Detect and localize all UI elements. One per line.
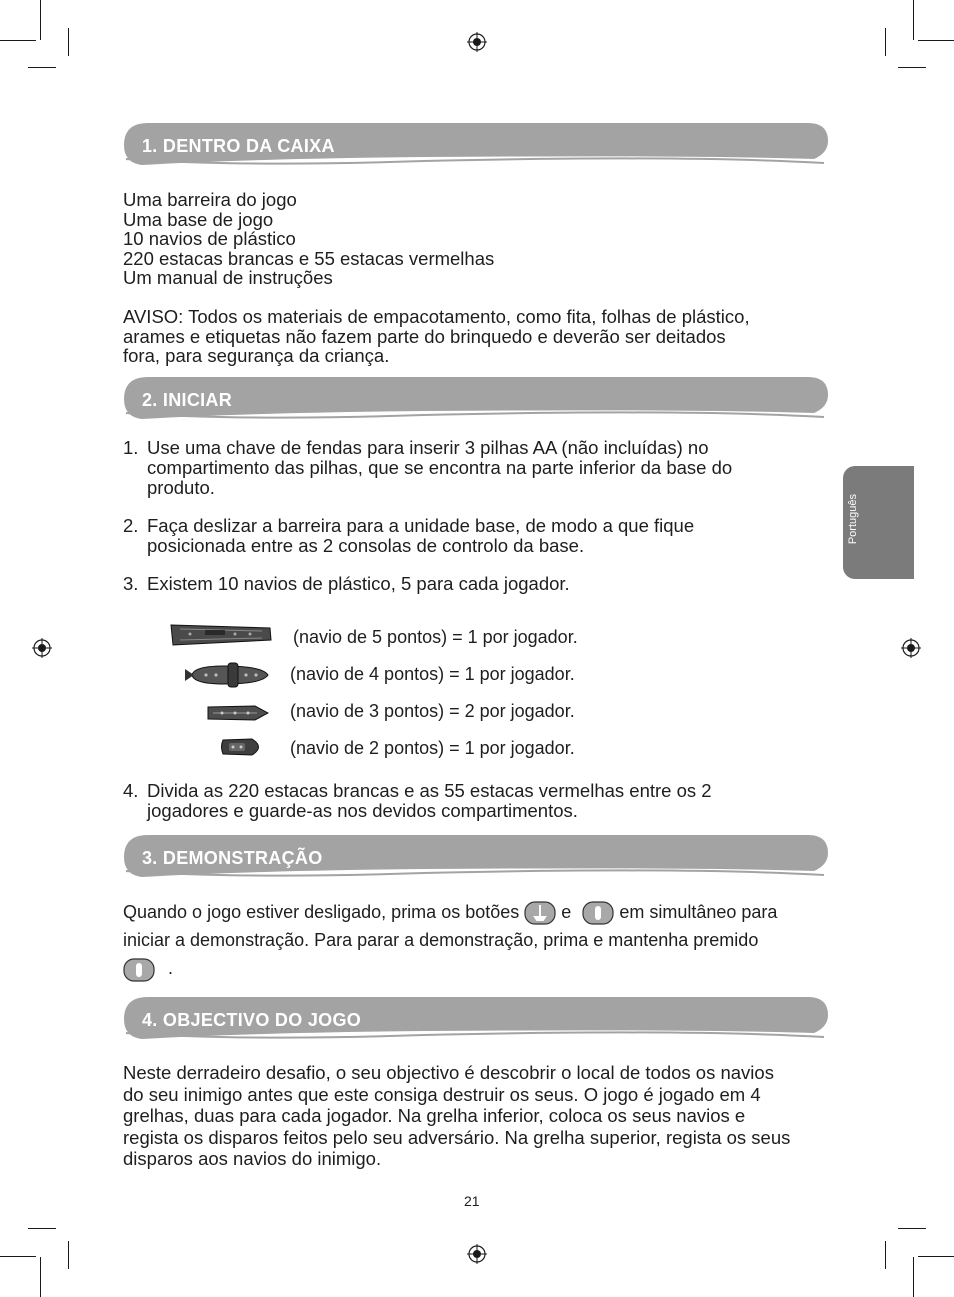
list-item: Um manual de instruções — [123, 267, 333, 288]
text-line: do seu inimigo antes que este consiga destruir os seus. O jogo é jogado em 4 — [123, 1083, 761, 1105]
text-segment: e — [561, 902, 572, 922]
demo-paragraph — [123, 899, 843, 982]
text-line: jogadores e guarde-as nos devidos compartimentos. — [147, 800, 578, 821]
registration-mark-icon — [467, 1244, 487, 1264]
step-number: 3. — [123, 573, 139, 594]
step-number: 1. — [123, 437, 139, 458]
crop-mark — [913, 0, 914, 40]
destroyer-icon — [207, 702, 269, 724]
patrol-boat-icon — [220, 736, 266, 758]
text-line: disparos aos navios do inimigo. — [123, 1148, 382, 1169]
ship-description: (navio de 5 pontos) = 1 por jogador. — [293, 627, 578, 647]
text-line: Divida as 220 estacas brancas e as 55 estacas vermelhas entre os 2 — [147, 780, 712, 801]
text-line: regista os disparos feitos pelo seu adversário. Na grelha superior, regista os seus — [123, 1126, 791, 1148]
list-item: 10 navios de plástico — [123, 228, 296, 249]
list-item: Uma base de jogo — [123, 208, 274, 230]
ship-button-icon — [524, 901, 556, 925]
page-number: 21 — [464, 1193, 480, 1209]
section-title: 4. OBJECTIVO DO JOGO — [142, 1010, 362, 1030]
step-number: 2. — [123, 515, 139, 536]
section-header-2 — [124, 377, 828, 429]
box-contents-list — [123, 190, 494, 288]
crop-mark — [28, 67, 56, 68]
text-line: Existem 10 navios de plástico, 5 para cada jogador. — [147, 573, 570, 594]
text-line: produto. — [147, 477, 215, 498]
ship-description: (navio de 3 pontos) = 2 por jogador. — [290, 701, 575, 721]
text-line: iniciar a demonstração. Para parar a demonstração, prima e mantenha premido — [123, 930, 759, 951]
text-line: compartimento das pilhas, que se encontra na parte inferior da base do — [147, 457, 733, 478]
crop-mark — [885, 1241, 886, 1269]
text-line: Faça deslizar a barreira para a unidade base, de modo a que fique — [147, 515, 695, 536]
warning-text — [123, 307, 750, 366]
crop-mark — [28, 1228, 56, 1229]
crop-mark — [68, 28, 69, 56]
fire-button-icon — [123, 958, 155, 982]
crop-mark — [40, 1257, 41, 1297]
section-header-3 — [124, 835, 828, 887]
text-line: arames e etiquetas não fazem parte do brinquedo e deverão ser deitados — [123, 325, 726, 347]
section-title: 2. INICIAR — [142, 390, 233, 410]
section-header-4 — [124, 997, 828, 1049]
aircraft-carrier-icon — [170, 622, 272, 648]
crop-mark — [918, 40, 954, 41]
text-line: grelhas, duas para cada jogador. Na grelha inferior, coloca os seus navios e — [123, 1105, 746, 1126]
text-line: fora, para segurança da criança. — [123, 345, 390, 366]
crop-mark — [0, 40, 36, 41]
crop-mark — [40, 0, 41, 40]
crop-mark — [918, 1256, 954, 1257]
crop-mark — [898, 1228, 926, 1229]
registration-mark-icon — [32, 638, 52, 658]
registration-mark-icon — [901, 638, 921, 658]
ship-description: (navio de 2 pontos) = 1 por jogador. — [290, 738, 575, 758]
list-item: 220 estacas brancas e 55 estacas vermelhas — [123, 247, 495, 269]
language-tab-label: Português — [847, 494, 859, 545]
fire-button-icon — [582, 901, 614, 925]
text-line: Neste derradeiro desafio, o seu objectivo é descobrir o local de todos os navios — [123, 1062, 774, 1083]
crop-mark — [885, 28, 886, 56]
crop-mark — [913, 1257, 914, 1297]
list-item: Uma barreira do jogo — [123, 189, 297, 210]
language-tab — [843, 466, 914, 579]
text-segment: . — [168, 958, 174, 979]
text-line: posicionada entre as 2 consolas de controlo da base. — [147, 535, 585, 556]
text-segment: em simultâneo para — [619, 902, 778, 922]
step-number: 4. — [123, 780, 139, 801]
crop-mark — [0, 1256, 36, 1257]
crop-mark — [898, 67, 926, 68]
text-line: Use uma chave de fendas para inserir 3 pilhas AA (não incluídas) no — [147, 437, 709, 458]
objective-paragraph — [123, 1062, 843, 1170]
text-segment: Quando o jogo estiver desligado, prima os botões — [123, 902, 520, 922]
text-line: AVISO: Todos os materiais de empacotamento, como fita, folhas de plástico, — [123, 306, 750, 327]
section-title: 3. DEMONSTRAÇÃO — [142, 848, 323, 868]
crop-mark — [68, 1241, 69, 1269]
ship-description: (navio de 4 pontos) = 1 por jogador. — [290, 664, 575, 684]
registration-mark-icon — [467, 32, 487, 52]
section-header-1 — [124, 123, 828, 175]
section-title: 1. DENTRO DA CAIXA — [142, 136, 335, 156]
submarine-icon — [184, 661, 270, 689]
